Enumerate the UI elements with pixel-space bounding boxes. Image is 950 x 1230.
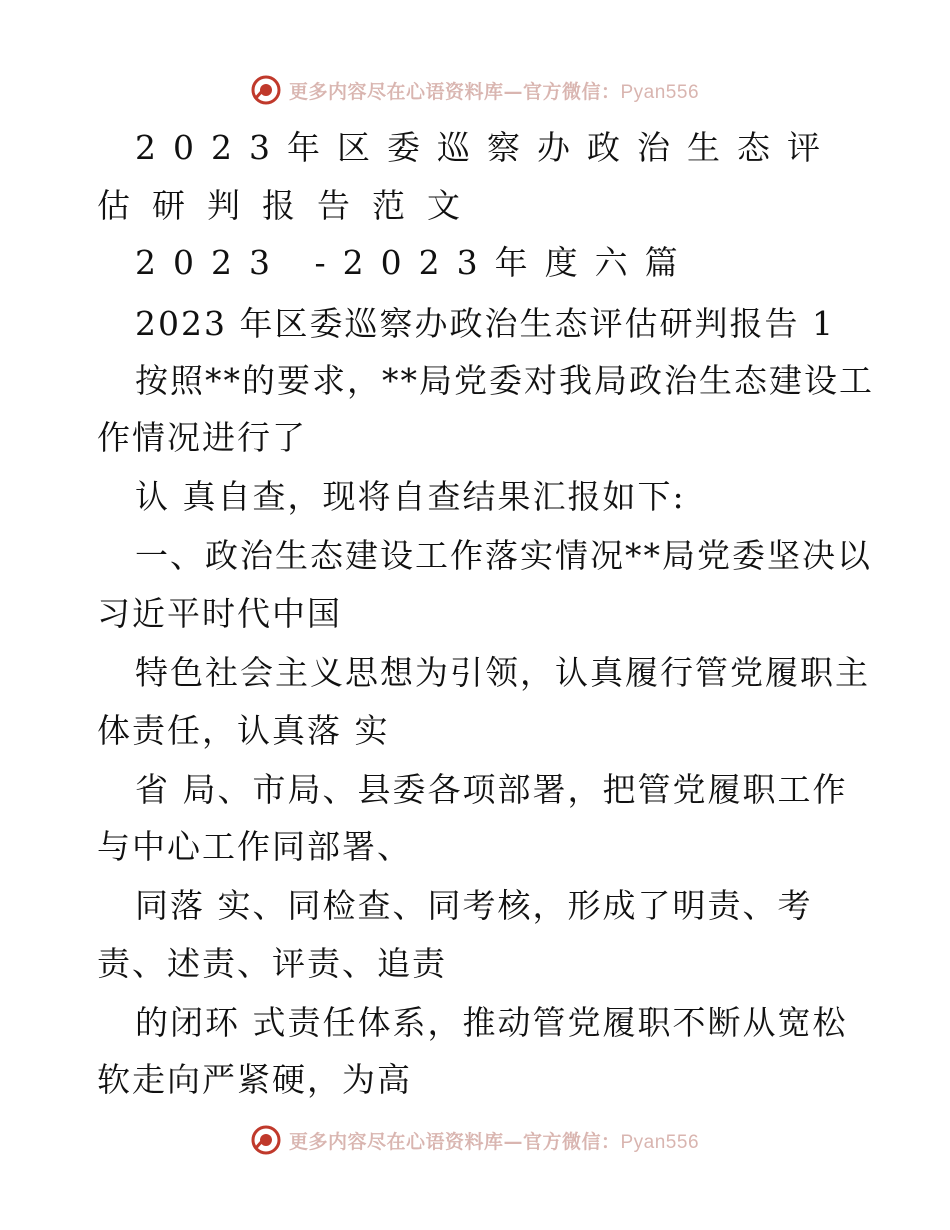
paragraph-line: 按照**的要求，**局党委对我局政治生态建设工 — [135, 361, 874, 400]
doc-subtitle: 2023 -2023年度六篇 — [135, 243, 695, 282]
watermark-main-text: 更多内容尽在心语资料库—官方微信： — [288, 1130, 621, 1153]
footer-watermark — [0, 1120, 950, 1160]
paragraph-line: 的闭环 式责任体系，推动管党履职不断从宽松 — [135, 1003, 848, 1042]
watermark-main-text: 更多内容尽在心语资料库—官方微信： — [288, 80, 621, 103]
paragraph-line: 认 真自查，现将自查结果汇报如下: — [135, 477, 686, 516]
doc-title-line-2: 估研判报告范文 — [97, 186, 482, 225]
header-watermark — [0, 70, 950, 110]
paragraph-line: 一、政治生态建设工作落实情况**局党委坚决以 — [135, 536, 872, 575]
seal-logo-icon — [251, 75, 281, 105]
watermark-text — [289, 1127, 699, 1154]
paragraph-line: 与中心工作同部署、 — [97, 827, 412, 866]
paragraph-line: 体责任，认真落 实 — [97, 711, 390, 750]
watermark-wechat-id: Pyan556 — [620, 81, 700, 103]
doc-heading: 2023 年区委巡察办政治生态评估研判报告 1 — [135, 304, 835, 343]
paragraph-line: 特色社会主义思想为引领，认真履行管党履职主 — [135, 653, 870, 692]
paragraph-line: 同落 实、同检查、同考核，形成了明责、考 — [135, 886, 813, 925]
seal-logo-icon — [251, 1125, 281, 1155]
watermark-text — [289, 77, 699, 104]
paragraph-line: 习近平时代中国 — [97, 594, 342, 633]
paragraph-line: 软走向严紧硬，为高 — [97, 1060, 412, 1099]
paragraph-line: 责、述责、评责、追责 — [97, 944, 447, 983]
doc-title-line-1: 2023年区委巡察办政治生态评 — [135, 128, 837, 167]
paragraph-line: 省 局、市局、县委各项部署，把管党履职工作 — [135, 770, 848, 809]
paragraph-line: 作情况进行了 — [97, 418, 307, 457]
watermark-wechat-id: Pyan556 — [620, 1131, 700, 1153]
